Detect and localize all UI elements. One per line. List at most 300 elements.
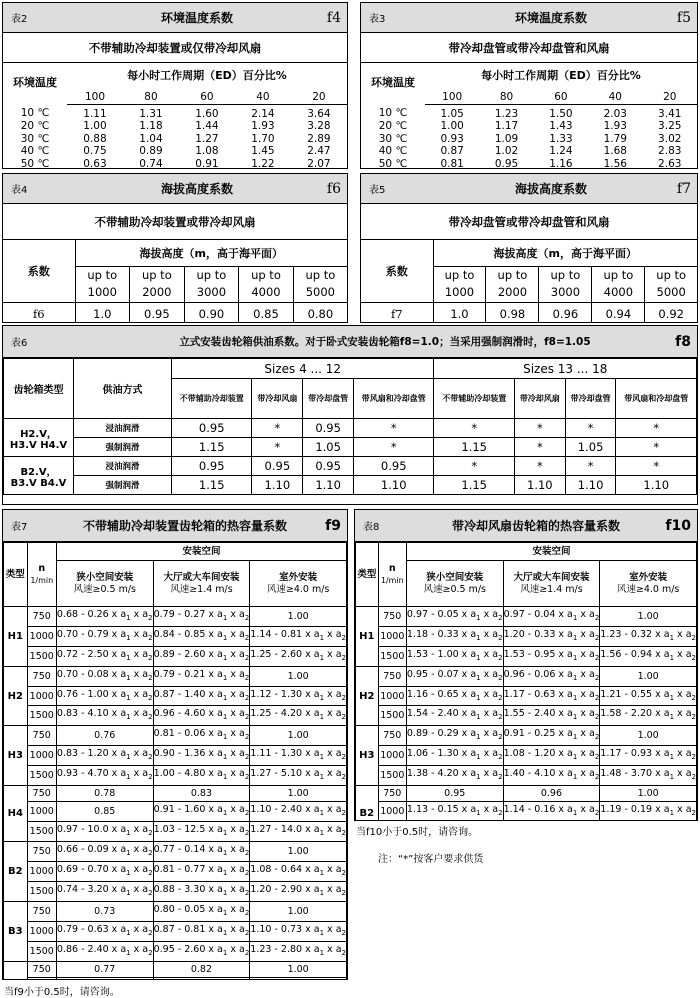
coefficient-cell: 0.96 [539,302,592,323]
space-type: 室外安装 [279,571,318,583]
up-to-text: up to [87,268,118,282]
coefficient-cell: 1.16 [549,157,573,169]
formula-cell: 0.91 - 0.25 x $a_1$ x $a_2$ [503,726,600,746]
coefficient-label: 系数 [3,240,75,302]
cooling-column-header: 带冷却风扇 [252,379,303,419]
coefficient-cell: * [616,419,697,438]
coefficient-cell: 2.83 [658,145,682,157]
altitude-column-header [184,266,239,302]
speed-label [378,543,406,607]
formula-cell: 1.54 - 2.40 x $a_1$ x $a_2$ [406,706,503,726]
ed-column-header: 60 [534,90,588,104]
table-7-note: 当f9小于0.5时，请咨询。 [4,987,120,998]
table-4-header [3,174,347,204]
formula-cell: 0.76 [56,726,153,746]
coefficient-cell: 1.44 [195,120,219,132]
table-label: 表8 [363,522,380,533]
table-row [3,133,347,146]
coefficient-cell: * [252,419,303,438]
coefficient-cell: * [565,457,616,476]
formula-cell: 0.83 - 4.10 x $a_1$ x $a_2$ [56,706,153,726]
altitude-table [361,240,697,323]
coefficient-cell: 0.95 [252,457,303,476]
coefficient-cell: 1.93 [603,120,627,132]
gearbox-type-cell: H3 [356,726,379,786]
formula-cell: 1.19 - 0.19 x $a_1$ x $a_2$ [600,802,697,821]
formula-cell: 1.55 - 2.40 x $a_1$ x $a_2$ [503,706,600,726]
table-row [4,881,347,901]
coefficient-cell: 1.24 [549,145,573,157]
speed-cell: 750 [27,842,56,862]
table-code: f7 [676,180,691,197]
gearbox-type-cell: H2 [356,666,379,726]
table-row [356,802,697,821]
speed-cell: 1000 [27,802,56,822]
coefficient-cell: 1.56 [603,157,627,169]
altitude-column-header [486,266,539,302]
table-row [4,726,347,746]
coefficient-cell: 0.95 [130,302,185,323]
formula-cell: 0.86 - 2.40 x $a_1$ x $a_2$ [56,941,153,961]
formula-cell: 1.00 [250,666,347,686]
coefficient-cell: 1.10 [252,476,303,495]
speed-cell: 1000 [27,862,56,882]
altitude-value: 4000 [251,285,281,299]
coefficient-cell: 1.11 [83,107,107,120]
formula-cell: 0.78 [56,786,153,802]
altitude-value: 2000 [142,285,172,299]
header-row [3,63,347,90]
wind-speed: 风速≥1.4 m/s [520,583,583,595]
cooling-column-header: 带风扇和冷却盘管 [616,379,697,419]
table-row [4,921,347,941]
coefficient-cell: * [354,438,434,457]
type-label: 类型 [356,543,379,607]
row-label: f7 [390,307,403,322]
table-3-header [361,3,697,33]
space-type: 大厅或大车间安装 [163,571,240,583]
table-row [4,746,347,766]
coefficient-cell: * [514,419,565,438]
table-row [4,766,347,786]
header-row [361,240,697,266]
coefficient-cell: 0.98 [486,302,539,323]
formula-cell: 1.03 - 12.5 x $a_1$ x $a_2$ [153,822,250,842]
coefficient-cell: 1.09 [494,132,519,145]
ed-column-header: 60 [179,90,235,104]
table-row [4,862,347,882]
formula-cell: 1.16 - 0.65 x $a_1$ x $a_2$ [406,686,503,706]
formula-cell: 1.58 - 2.20 x $a_1$ x $a_2$ [600,706,697,726]
formula-cell: 1.25 - 4.20 x $a_1$ x $a_2$ [250,706,347,726]
space-column-header [250,561,347,607]
speed-cell: 1000 [27,686,56,706]
up-to-text: up to [141,268,172,282]
up-to-text: up to [603,268,634,282]
altitude-value: 3000 [196,285,227,299]
formula-cell: 0.83 [153,786,250,802]
table-label: 表3 [369,14,386,25]
table-title: 不带辅助冷却装置齿轮箱的热容量系数 [82,519,287,533]
table-7-panel [2,509,348,980]
ed-column-header: 80 [479,90,533,104]
cooling-column-header: 带冷却盘管 [565,379,616,419]
table-8-note: 当f10小于0.5时，请咨询。 [356,827,479,838]
table-8-panel [354,509,698,821]
coefficient-cell: 1.18 [139,120,163,132]
speed-cell: 750 [27,726,56,746]
coefficient-cell: 3.41 [658,107,682,120]
formula-cell: 1.23 - 0.32 x $a_1$ x $a_2$ [600,626,697,646]
coefficient-cell: 2.07 [307,157,331,169]
formula-cell: 1.14 - 0.16 x $a_1$ x $a_2$ [503,802,600,821]
table-row [361,145,697,158]
altitude-value: 5000 [305,285,336,299]
coefficient-cell: 0.81 [440,157,464,169]
speed-cell: 750 [27,961,56,977]
table-row [361,302,697,323]
cooling-column-header: 带冷却风扇 [514,379,565,419]
coefficient-cell: 2.63 [658,157,682,169]
formula-cell: 1.48 - 3.70 x $a_1$ x $a_2$ [600,766,697,786]
coefficient-cell: * [434,457,514,476]
coefficient-cell: * [434,419,514,438]
formula-cell: 1.18 - 0.33 x $a_1$ x $a_2$ [406,626,503,646]
formula-cell: 0.79 - 0.27 x $a_1$ x $a_2$ [153,607,250,627]
up-to-text: up to [656,268,687,282]
formula-cell: 0.83 - 1.20 x $a_1$ x $a_2$ [56,746,153,766]
table-label: 表6 [11,338,28,349]
coefficient-label: 系数 [361,240,433,302]
coefficient-cell: 0.80 [293,302,347,323]
gearbox-type-cell: H3 [4,726,28,786]
gearbox-type-cell: H1 [356,607,379,667]
table-title: 带冷却风扇齿轮箱的热容量系数 [451,519,620,533]
table-row [356,766,697,786]
wind-speed: 风速≥4.0 m/s [616,583,680,595]
formula-cell: 1.10 - 0.73 x $a_1$ x $a_2$ [250,921,347,941]
formula-cell: 1.00 - 4.80 x $a_1$ x $a_2$ [153,766,250,786]
temperature-cell: 30 ℃ [378,132,408,145]
table-row [4,607,347,627]
formula-cell: 1.08 - 0.64 x $a_1$ x $a_2$ [250,862,347,882]
speed-cell: 1500 [27,941,56,961]
altitude-column-header [592,266,645,302]
formula-cell: 1.00 [600,726,697,746]
coefficient-cell: 1.60 [195,107,219,120]
coefficient-cell: 1.43 [549,120,573,132]
formula-cell: 0.91 - 1.60 x $a_1$ x $a_2$ [153,802,250,822]
table-2-panel [2,2,348,169]
table-subtitle: 不带辅助冷却装置或带冷却风扇 [3,204,347,240]
speed-cell: 750 [378,607,406,627]
space-type: 大厅或大车间安装 [513,571,590,583]
formula-cell: 0.72 - 2.50 x $a_1$ x $a_2$ [56,646,153,666]
coefficient-cell: 1.00 [83,120,107,132]
coefficient-cell: * [514,438,565,457]
speed-cell: 1500 [27,706,56,726]
formula-cell: 1.56 - 0.94 x $a_1$ x $a_2$ [600,646,697,666]
gearbox-type-cell: H2.V，H3.V H4.V [4,419,74,457]
coefficient-cell: 1.22 [251,157,275,169]
altitude-table [3,240,347,323]
table-5-panel [360,173,698,323]
coefficient-cell: 0.85 [239,302,294,323]
formula-cell: 1.11 - 1.30 x $a_1$ x $a_2$ [250,746,347,766]
coefficient-cell: 1.50 [549,107,573,120]
coefficient-cell: * [616,438,697,457]
footnote: 注：“*”按客户要求供货 [378,854,484,865]
gearbox-type-cell: B2 [356,786,379,821]
space-column-header [406,561,503,607]
coefficient-cell: 1.08 [195,145,219,157]
temperature-cell: 50 ℃ [20,157,50,169]
space-column-header [56,561,153,607]
sizes-b-label: Sizes 13 ... 18 [434,359,697,379]
coefficient-cell: 1.15 [434,476,514,495]
coefficient-cell: * [565,419,616,438]
speed-cell: 1500 [378,646,406,666]
speed-cell: 1000 [27,746,56,766]
speed-cell: 1000 [27,626,56,646]
table-title: 立式安装齿轮箱供油系数。对于卧式安装齿轮箱f8=1.0；当采用强制润滑时，f8=1.05 [179,336,591,348]
speed-symbol: n [38,562,46,574]
coefficient-cell: 0.91 [195,157,219,169]
space-type: 狭小空间安装 [426,571,484,583]
table-code: f8 [675,333,691,350]
coefficient-cell: 2.47 [307,145,331,157]
table-row [4,822,347,842]
formula-cell: 1.25 - 2.60 x $a_1$ x $a_2$ [250,646,347,666]
table-row [356,666,697,686]
table-row [356,746,697,766]
formula-cell: 0.70 - 0.08 x $a_1$ x $a_2$ [56,666,153,686]
table-row [356,686,697,706]
table-row [356,726,697,746]
coefficient-cell: * [252,438,303,457]
space-label: 安装空间 [406,543,696,561]
formula-cell: 0.96 - 0.06 x $a_1$ x $a_2$ [503,666,600,686]
table-row [356,626,697,646]
table-row [4,901,347,921]
formula-cell: 1.23 - 2.80 x $a_1$ x $a_2$ [250,941,347,961]
formula-cell: 1.00 [250,842,347,862]
ed-column-header: 20 [643,90,698,104]
temperature-cell: 50 ℃ [378,157,408,169]
speed-cell: 750 [27,901,56,921]
speed-symbol: n [388,562,396,574]
formula-cell: 1.00 [250,901,347,921]
speed-cell: 1000 [378,626,406,646]
speed-cell: 1500 [27,646,56,666]
speed-cell: 1500 [378,766,406,786]
formula-cell: 1.00 [250,961,347,977]
formula-cell: 0.84 - 0.85 x $a_1$ x $a_2$ [153,626,250,646]
coefficient-cell: 1.05 [303,438,354,457]
space-type: 狭小空间安装 [76,571,134,583]
coefficient-cell: 1.93 [251,120,275,132]
temperature-table [3,63,347,169]
coefficient-cell: 1.02 [494,145,519,157]
altitude-column-header [75,266,130,302]
altitude-column-header [130,266,185,302]
coefficient-cell: 1.10 [354,476,434,495]
formula-cell: 1.20 - 2.90 x $a_1$ x $a_2$ [250,881,347,901]
table-row [4,646,347,666]
formula-cell: 1.53 - 0.95 x $a_1$ x $a_2$ [503,646,600,666]
table-row [356,607,697,627]
ed-column-header: 100 [67,90,123,104]
oil-supply-table [3,358,697,495]
coefficient-cell: 0.89 [139,145,163,157]
table-6-header [3,326,697,358]
formula-cell: 1.27 - 5.10 x $a_1$ x $a_2$ [250,766,347,786]
thermal-capacity-table [355,542,697,821]
formula-cell: 1.00 [250,786,347,802]
ed-label: 每小时工作周期（ED）百分比% [481,69,641,83]
speed-cell: 1000 [378,686,406,706]
coefficient-cell: 0.95 [303,457,354,476]
formula-cell: 0.68 - 0.26 x $a_1$ x $a_2$ [56,607,153,627]
table-row [4,786,347,802]
formula-cell: 1.17 - 0.63 x $a_1$ x $a_2$ [503,686,600,706]
coefficient-cell: 1.10 [565,476,616,495]
table-row [3,158,347,170]
up-to-text: up to [497,268,528,282]
table-label: 表5 [369,185,386,196]
speed-cell: 1500 [27,881,56,901]
space-column-header [503,561,600,607]
formula-cell: 0.76 - 1.00 x $a_1$ x $a_2$ [56,686,153,706]
formula-cell: 0.79 - 0.63 x $a_1$ x $a_2$ [56,921,153,941]
formula-cell: 0.81 - 0.06 x $a_1$ x $a_2$ [153,726,250,746]
formula-cell: 0.97 - 0.04 x $a_1$ x $a_2$ [503,607,600,627]
lubrication-cell: 浸油润滑 [74,419,172,438]
temperature-cell: 20 ℃ [378,120,408,132]
speed-cell: 750 [378,726,406,746]
up-to-text: up to [251,268,281,282]
coefficient-cell: 1.15 [172,476,252,495]
coefficient-cell: 3.64 [307,107,331,120]
gearbox-type-label: 齿轮箱类型 [4,359,74,419]
formula-cell: 0.77 - 0.14 x $a_1$ x $a_2$ [153,842,250,862]
up-to-text: up to [305,268,336,282]
lubrication-cell: 强制润滑 [74,438,172,457]
temperature-cell: 10 ℃ [20,107,50,120]
coefficient-cell: 0.87 [440,145,464,157]
speed-unit: 1/min [30,575,54,585]
coefficient-cell: 2.03 [603,107,627,120]
altitude-column-header [239,266,294,302]
formula-cell: 0.97 - 10.0 x $a_1$ x $a_2$ [56,822,153,842]
cooling-column-header: 不带辅助冷却装置 [434,379,514,419]
coefficient-cell: 1.70 [251,132,275,145]
header-row [4,543,347,561]
speed-cell: 1000 [378,802,406,821]
formula-cell: 1.00 [250,607,347,627]
coefficient-cell: 1.17 [494,120,519,132]
table-row [4,686,347,706]
up-to-text: up to [196,268,227,282]
coefficient-cell: 1.0 [75,302,130,323]
space-column-header [600,561,697,607]
header-row [356,561,697,607]
gearbox-type-cell: B2.V，B3.V B4.V [4,457,74,495]
coefficient-cell: 1.45 [251,145,275,157]
formula-cell: 0.74 - 3.20 x $a_1$ x $a_2$ [56,881,153,901]
temperature-table [361,63,697,169]
coefficient-cell: 1.23 [494,107,519,120]
gearbox-type-cell: H1 [4,607,28,667]
coefficient-cell: 3.28 [307,120,331,132]
speed-cell: 750 [378,786,406,802]
table-row [361,133,697,146]
table-row [361,120,697,133]
table-code: f5 [676,9,691,26]
coefficient-cell: 2.89 [307,132,331,145]
table-7-header [3,510,347,542]
lubrication-cell: 强制润滑 [74,476,172,495]
ed-column-header: 20 [291,90,347,104]
coefficient-cell: 0.93 [440,132,464,145]
header-row [356,543,697,561]
formula-cell: 1.12 - 1.30 x $a_1$ x $a_2$ [250,686,347,706]
table-row [4,457,697,476]
coefficient-cell: 0.95 [172,419,252,438]
table-row [361,104,697,120]
coefficient-cell: 2.14 [251,107,275,120]
coefficient-cell: 1.05 [440,107,464,120]
altitude-value: 1000 [444,285,475,299]
space-type: 室外安装 [629,571,668,583]
table-title: 环境温度系数 [514,11,587,25]
formula-cell: 1.40 - 4.10 x $a_1$ x $a_2$ [503,766,600,786]
table-subtitle: 不带辅助冷却装置或仅带冷却风扇 [3,33,347,63]
coefficient-cell: 0.63 [83,157,107,169]
formula-cell: 0.96 - 4.60 x $a_1$ x $a_2$ [153,706,250,726]
altitude-column-header [645,266,697,302]
coefficient-cell: 1.33 [549,132,573,145]
speed-cell: 750 [27,607,56,627]
table-row [4,977,347,980]
coefficient-cell: 3.02 [658,132,682,145]
coefficient-cell: * [514,457,565,476]
type-label: 类型 [4,543,28,607]
formula-cell: 0.87 - 0.81 x $a_1$ x $a_2$ [153,921,250,941]
formula-cell: 1.21 - 0.55 x $a_1$ x $a_2$ [600,686,697,706]
wind-speed: 风速≥0.5 m/s [423,583,486,595]
table-code: f10 [665,517,691,534]
cooling-column-header: 不带辅助冷却装置 [172,379,252,419]
up-to-text: up to [550,268,581,282]
formula-cell: 1.00 [600,786,697,802]
speed-unit: 1/min [380,575,404,585]
table-row [4,476,697,495]
speed-cell [27,977,56,980]
altitude-column-header [539,266,592,302]
table-row [4,706,347,726]
formula-cell: 0.66 - 0.09 x $a_1$ x $a_2$ [56,842,153,862]
table-2-header [3,3,347,33]
altitude-value: 5000 [656,285,686,299]
coefficient-cell: 0.94 [592,302,645,323]
cooling-column-header: 带风扇和冷却盘管 [354,379,434,419]
formula-cell: 0.69 - 0.70 x $a_1$ x $a_2$ [56,862,153,882]
table-4-panel [2,173,348,323]
temperature-cell: 40 ℃ [20,145,50,157]
table-label: 表2 [11,14,28,25]
temperature-cell: 20 ℃ [20,120,50,132]
